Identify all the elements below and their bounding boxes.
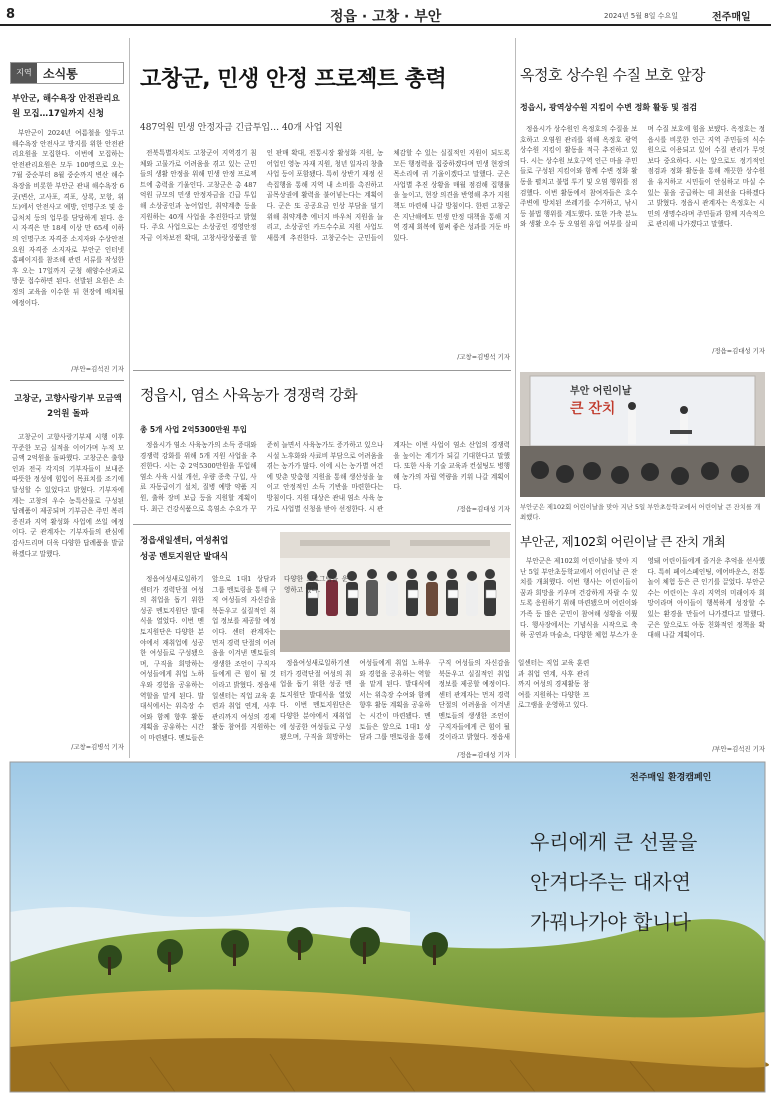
water-headline: 옥정호 상수원 수질 보호 앞장 xyxy=(520,66,705,84)
section-divider xyxy=(133,524,511,525)
children-caption: 부안군은 제102회 어린이날을 맞아 지난 5일 부안초등학교에서 어린이날 큰 잔치를 개최했다. xyxy=(520,503,761,521)
children-body: 부안군은 제102회 어린이날을 맞아 지난 5일 부안초등학교에서 어린이날 큰 잔치를 개최했다. 이번 행사는 어린이들이 꿈과 희망을 키우며 건강하게 자랄 수 있도록 응원하기 위해 마련됐으며 어린이와 가족 등 많은 군민이 참여해 성황을 이뤘다. 행사장에서는 기념식을 시작으로 축하 공연과 마술쇼, 다양한 체험 부스가 운영돼 어린이들에게 즐거운 추억을 선사했다. 특히 페이스페인팅, 에어바운스, 전통놀이 체험 등은 큰 인기를 끌었다. 부안군수는 어린이는 우리 지역의 미래이자 희망이라며 아이들이 행복하게 성장할 수 있는 환경을 만들어 나가겠다고 말했다. 군은 앞으로도 아동 친화적인 정책을 확대해 나갈 계획이다. xyxy=(520,557,765,640)
main-body: 전북특별자치도 고창군이 지역경기 침체와 고물가로 어려움을 겪고 있는 군민들의 생활 안정을 위해 민생 안정 프로젝트에 총력을 기울인다. 고창군은 총 487억원 규모의 민생 안정자금을 긴급 투입해 소상공인과 농어업인, 취약계층 등을 지원하는 40개 사업을 추진한다고 밝혔다. 주요 사업으로는 소상공인 경영안정자금 이차보전 확대, 고창사랑상품권 할인 판매 확대, 전통시장 활성화 지원, 농어업인 영농 자재 지원, 청년 일자리 창출 사업 등이 포함됐다. 특히 상반기 재정 신속집행을 통해 지역 내 소비를 촉진하고 골목상권에 활력을 불어넣는다는 계획이다. 군은 또 공공요금 인상 부담을 덜기 위해 취약계층 에너지 바우처 지원을 늘리고, 소상공인 카드수수료 지원 사업도 새롭게 추진한다. 고창군수는 군민들이 체감할 수 있는 실질적인 지원이 되도록 모든 행정력을 집중하겠다며 민생 현장의 목소리에 귀 기울이겠다고 말했다. 군은 사업별 추진 상황을 매월 점검해 집행률을 높이고, 현장 의견을 반영해 추가 지원책도 마련해 나갈 방침이다. 한편 고창군은 지난해에도 민생 안정 대책을 통해 지역 경제 회복에 힘써 좋은 성과를 거둔 바 있다. xyxy=(140,149,510,242)
section-divider xyxy=(133,370,511,371)
environment-campaign-ad xyxy=(10,762,765,1092)
salt-subhead: 총 5개 사업 2억5300만원 투입 xyxy=(140,425,247,434)
issue-date: 2024년 5월 8일 수요일 xyxy=(604,12,678,20)
page-number: 8 xyxy=(6,7,16,22)
job-headline xyxy=(140,533,268,565)
page-header xyxy=(0,0,771,26)
water-body: 정읍시가 상수원인 옥정호의 수질을 보호하고 오염원 관리를 위해 옥정호 광역상수원 지킴이 활동을 적극 추진하고 있다. 시는 상수원 보호구역 인근 마을 주민들로 구성된 지킴이와 함께 수변 정화 활동을 펼치고 불법 투기 및 오염 행위를 점검했다. 이번 활동에서 참여자들은 호수 주변에 방치된 쓰레기를 수거하고, 낚시 등 불법 행위를 계도했다. 또한 가축 분뇨와 생활 오수 등 오염원 유입 여부를 살피며 수질 보호에 힘을 보탰다. 옥정호는 정읍시를 비롯한 인근 지역 주민들의 식수원으로 이용되고 있어 수질 관리가 무엇보다 중요하다. 시는 앞으로도 정기적인 점검과 정화 활동을 통해 깨끗한 상수원을 유지하고 시민들이 안심하고 마실 수 있는 물을 공급하는 데 최선을 다하겠다고 밝혔다. 정읍시 관계자는 옥정호는 시민의 생명수라며 주민들과 함께 지속적으로 관리해 나가겠다고 말했다. xyxy=(520,125,765,229)
ad-campaign-name: 전주매일 환경캠페인 xyxy=(630,773,712,783)
news-tag: 소식통 xyxy=(43,67,78,81)
brief2-body: 고창군이 고향사랑기부제 시행 이후 꾸준한 모금 실적을 이어가며 누적 모금액 2억원을 돌파했다. 고창군은 출향인과 전국 각지의 기부자들이 보내준 따뜻한 정성에 힘입어 목표치를 조기에 달성할 수 있었다고 밝혔다. 기부자에게는 고창의 우수 농특산물로 구성된 답례품이 제공되며 기부금은 주민 복리 증진과 지역 활성화 사업에 쓰일 예정이다. 군 관계자는 기부자들의 관심에 감사드리며 더욱 다양한 답례품을 발굴하겠다고 말했다. xyxy=(12,433,124,558)
salt-headline: 정읍시, 염소 사육농가 경쟁력 강화 xyxy=(140,386,358,404)
children-banner-line1: 부안 어린이날 xyxy=(570,386,632,397)
paper-name: 전주매일 xyxy=(712,12,751,23)
children-photo xyxy=(520,372,765,497)
stage-photo-illustration xyxy=(520,372,765,497)
children-byline: /부안=김석진 기자 xyxy=(712,745,765,753)
region-tag: 지역 xyxy=(11,63,37,83)
sidebar-divider xyxy=(10,380,124,381)
brief1-title: 부안군, 해수욕장 안전관리요원 모집…17일까지 신청 xyxy=(12,94,120,119)
job-headline-line2: 성공 멘토지원단 발대식 xyxy=(140,552,229,562)
column-rule xyxy=(515,38,516,378)
sidebar-label xyxy=(10,62,124,84)
job-byline: /정읍=김대성 기자 xyxy=(457,751,510,759)
brief1-byline: /부안=김석진 기자 xyxy=(71,365,124,373)
job-body-left: 정읍여성새로일하기센터가 경력단절 여성의 취업을 돕기 위한 성공 멘토지원단 발대식을 열었다. 이번 멘토지원단은 다양한 분야에서 재취업에 성공한 여성들로 구성됐으며, 구직을 희망하는 여성들에게 취업 노하우와 경험을 공유하는 역할을 맡게 된다. 발대식에서는 위촉장 수여와 함께 향후 활동 계획을 공유하는 시간이 마련됐다. 멘토들은 앞으로 1대1 상담과 그룹 멘토링을 통해 구직 여성들의 자신감을 북돋우고 실질적인 취업 정보를 제공할 예정이다. 센터 관계자는 먼저 경력 단절의 어려움을 이겨낸 멘토들의 생생한 조언이 구직자들에게 큰 힘이 될 것이라고 밝혔다. 정읍새일센터는 직업 교육 훈련과 취업 연계, 사후 관리까지 여성의 경제활동 참여를 지원하는 다양한 프로그램을 운영하고 있다. xyxy=(140,575,348,742)
brief2-title: 고창군, 고향사랑기부 모금액 2억원 돌파 xyxy=(14,394,122,419)
column-rule xyxy=(515,378,516,758)
brief2-byline: /고창=김병석 기자 xyxy=(71,743,124,751)
salt-byline: /정읍=김대성 기자 xyxy=(457,505,510,513)
column-rule xyxy=(129,38,130,758)
main-headline: 고창군, 민생 안정 프로젝트 총력 xyxy=(140,67,447,92)
ad-slogan-line2: 안겨다주는 대자연 xyxy=(530,870,691,894)
children-banner-line2: 큰 잔치 xyxy=(570,401,616,417)
salt-body: 정읍시가 염소 사육농가의 소득 증대와 경쟁력 강화를 위해 5개 지원 사업을 추진한다. 시는 총 2억5300만원을 투입해 염소 사육 시설 개선, 우량 종축 구입, 사료 자동급이기 설치, 질병 예방 약품 지원, 출하 장비 보급 등을 지원할 계획이다. 최근 건강식품으로 흑염소 수요가 꾸준히 늘면서 사육농가도 증가하고 있으나 시설 노후화와 사료비 부담으로 어려움을 겪는 농가가 많다. 이에 시는 농가별 여건에 맞춘 맞춤형 지원을 통해 생산성을 높이고 안정적인 소득 기반을 마련한다는 방침이다. 지원 대상은 관내 염소 사육 농가로 사업별 신청을 받아 선정한다. 시 관계자는 이번 사업이 염소 산업의 경쟁력을 높이는 계기가 되길 기대한다고 말했다. 또한 사육 기술 교육과 컨설팅도 병행해 농가의 자립 역량을 키워 나갈 계획이다. xyxy=(140,441,510,513)
main-subhead: 487억원 민생 안정자금 긴급투입… 40개 사업 지원 xyxy=(140,123,343,133)
water-byline: /정읍=김대성 기자 xyxy=(712,347,765,355)
ad-slogan xyxy=(530,822,760,942)
water-subhead: 정읍시, 광역상수원 지킴이 수변 정화 활동 및 점검 xyxy=(520,103,698,112)
main-byline: /고창=김병석 기자 xyxy=(457,353,510,361)
ad-slogan-line3: 가꿔나가야 합니다 xyxy=(530,910,691,934)
section-title: 정읍 · 고창 · 부안 xyxy=(330,9,442,25)
children-headline: 부안군, 제102회 어린이날 큰 잔치 개최 xyxy=(520,534,726,549)
brief1-body: 부안군이 2024년 여름철을 앞두고 해수욕장 안전사고 방지를 위한 안전관리요원을 모집한다. 이번에 모집하는 안전관리요원은 모두 100명으로 오는 7월 중순부터 8월 중순까지 변산 해수욕장을 비롯한 부안군 관내 해수욕장 6곳(변산, 고사포, 격포, 상록, 모항, 위도)에서 안전사고 예방, 인명구조 및 응급처치 등의 업무를 담당하게 된다. 응시 자격은 만 18세 이상 만 65세 이하의 인명구조 자격증 소지자와 수상안전요원 자격증 소지자로 부안군 인터넷 홈페이지를 참조해 관련 서류를 작성한 후 오는 17일까지 군청 해양수산과로 방문 접수하면 된다. 선발된 요원은 소정의 교육을 이수한 뒤 현장에 배치될 예정이다. xyxy=(12,129,124,307)
job-body-right: 정읍여성새로일하기센터가 경력단절 여성의 취업을 돕기 위한 성공 멘토지원단 발대식을 열었다. 이번 멘토지원단은 다양한 분야에서 재취업에 성공한 여성들로 구성됐으며, 구직을 희망하는 여성들에게 취업 노하우와 경험을 공유하는 역할을 맡게 된다. 발대식에서는 위촉장 수여와 함께 향후 활동 계획을 공유하는 시간이 마련됐다. 멘토들은 앞으로 1대1 상담과 그룹 멘토링을 통해 구직 여성들의 자신감을 북돋우고 실질적인 취업 정보를 제공할 예정이다. 센터 관계자는 먼저 경력 단절의 어려움을 이겨낸 멘토들의 생생한 조언이 구직자들에게 큰 힘이 될 것이라고 밝혔다. 정읍새일센터는 직업 교육 훈련과 취업 연계, 사후 관리까지 여성의 경제활동 참여를 지원하는 다양한 프로그램을 운영하고 있다. xyxy=(280,659,590,742)
ad-slogan-line1: 우리에게 큰 선물을 xyxy=(530,830,698,854)
job-headline-line1: 정읍새일센터, 여성취업 xyxy=(140,536,229,546)
